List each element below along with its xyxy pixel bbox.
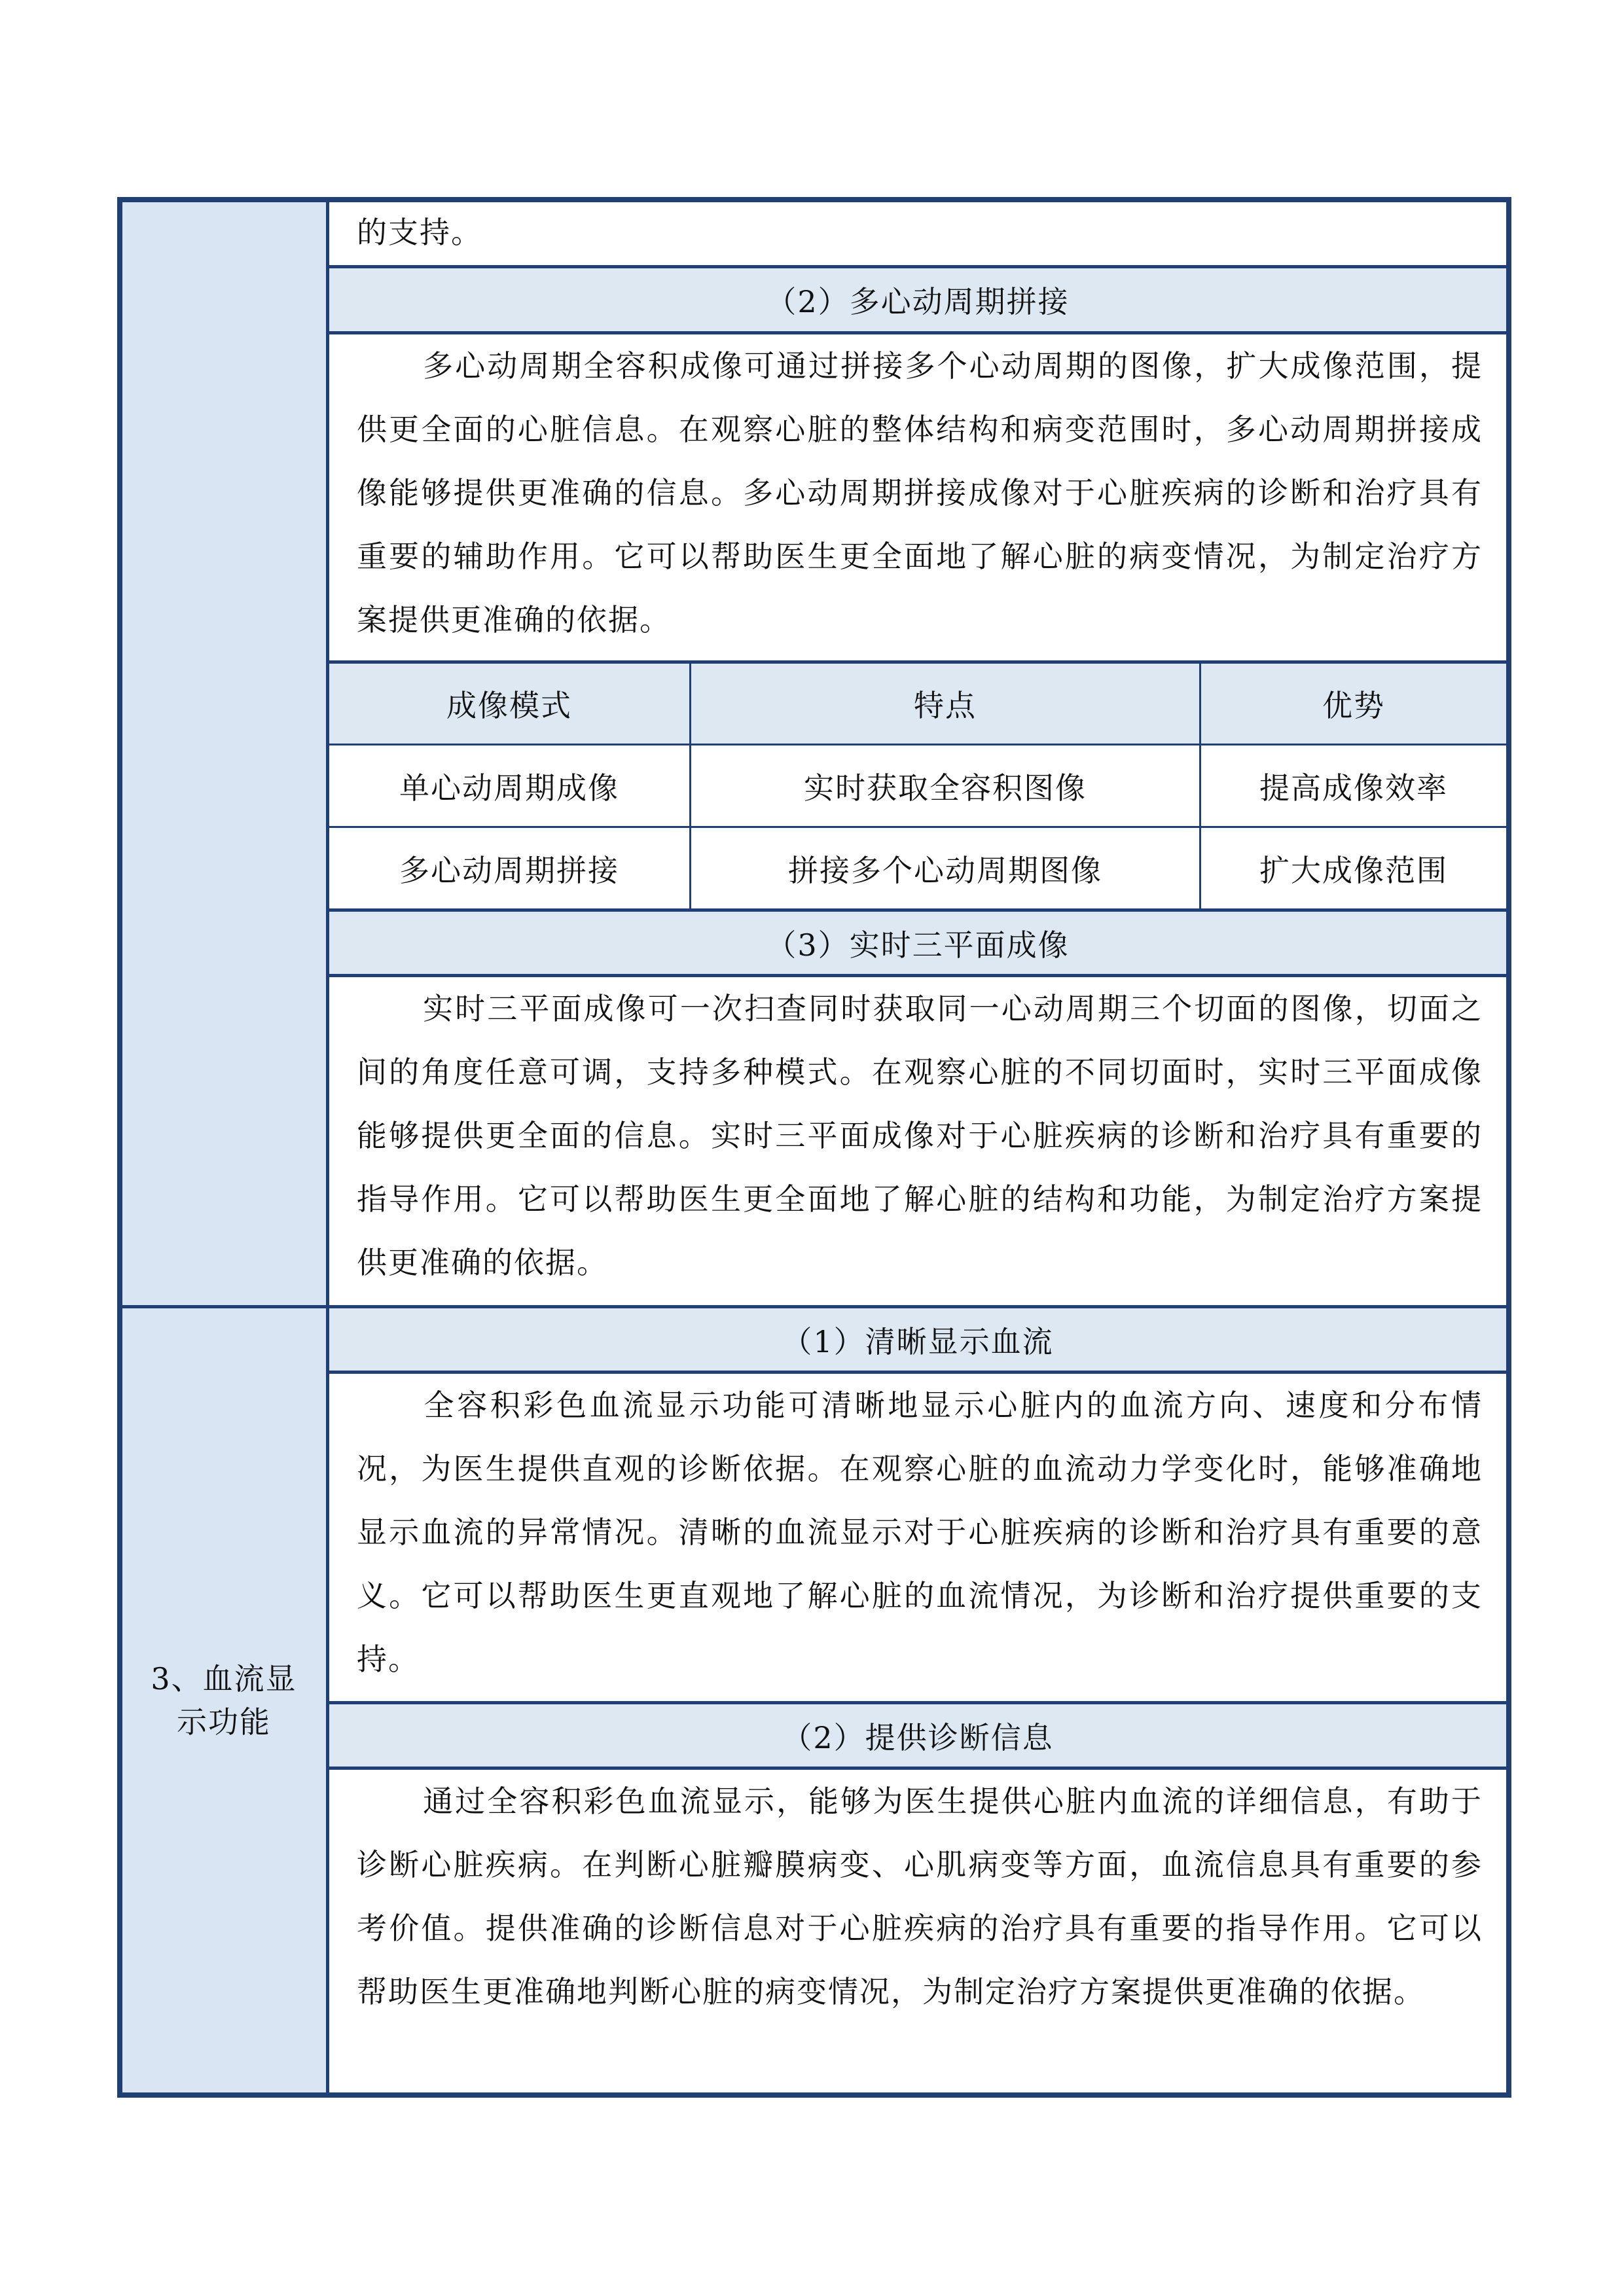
- section-label-line: 3、血流显: [151, 1661, 297, 1696]
- section-paragraph: [357, 1374, 1483, 1691]
- table-header-cell: 优势: [1322, 688, 1385, 723]
- section-paragraph: [357, 1770, 1483, 2024]
- paragraph-text: 实时三平面成像可一次扫查同时获取同一心动周期三个切面的图像，切面之间的角度任意可调，支持多种模式。在观察心脏的不同切面时，实时三平面成像能够提供更全面的信息。实时三平面成像对于心脏疾病的诊断和治疗具有重要的指导作用。它可以帮助医生更全面地了解心脏的结构和功能，为制定治疗方案提供更准确的依据。: [357, 991, 1483, 1280]
- section-label-line: 示功能: [177, 1704, 271, 1740]
- section-heading: （2）提供诊断信息: [782, 1719, 1054, 1755]
- section-heading: （1）清晰显示血流: [782, 1323, 1054, 1359]
- table-cell: 实时获取全容积图像: [804, 770, 1087, 806]
- table-header-cell: 成像模式: [446, 688, 572, 723]
- table-cell: 多心动周期拼接: [399, 852, 619, 888]
- section-paragraph: [357, 334, 1483, 652]
- table-cell: 拼接多个心动周期图像: [788, 852, 1102, 888]
- section-label: [122, 1657, 325, 1744]
- section-heading: （2）多心动周期拼接: [766, 284, 1070, 319]
- left-cell-upper: [122, 202, 326, 1305]
- left-column-divider: [326, 202, 329, 2092]
- table-cell: 单心动周期成像: [399, 770, 619, 806]
- continuation-text: 的支持。: [357, 215, 482, 250]
- paragraph-text: 多心动周期全容积成像可通过拼接多个心动周期的图像，扩大成像范围，提供更全面的心脏信息。在观察心脏的整体结构和病变范围时，多心动周期拼接成像能够提供更准确的信息。多心动周期拼接成像对于心脏疾病的诊断和治疗具有重要的辅助作用。它可以帮助医生更全面地了解心脏的病变情况，为制定治疗方案提供更准确的依据。: [357, 348, 1483, 637]
- section-heading: （3）实时三平面成像: [766, 927, 1070, 963]
- section-paragraph: [357, 977, 1483, 1295]
- table-header-cell: 特点: [914, 688, 977, 723]
- paragraph-text: 通过全容积彩色血流显示，能够为医生提供心脏内血流的详细信息，有助于诊断心脏疾病。在判断心脏瓣膜病变、心肌病变等方面，血流信息具有重要的参考价值。提供准确的诊断信息对于心脏疾病的治疗具有重要的指导作用。它可以帮助医生更准确地判断心脏的病变情况，为制定治疗方案提供更准确的依据。: [357, 1784, 1483, 2009]
- table-cell: 提高成像效率: [1259, 770, 1448, 806]
- table-cell: 扩大成像范围: [1259, 852, 1448, 888]
- paragraph-text: 全容积彩色血流显示功能可清晰地显示心脏内的血流方向、速度和分布情况，为医生提供直观的诊断依据。在观察心脏的血流动力学变化时，能够准确地显示血流的异常情况。清晰的血流显示对于心脏疾病的诊断和治疗具有重要的意义。它可以帮助医生更直观地了解心脏的血流情况，为诊断和治疗提供重要的支持。: [357, 1388, 1483, 1677]
